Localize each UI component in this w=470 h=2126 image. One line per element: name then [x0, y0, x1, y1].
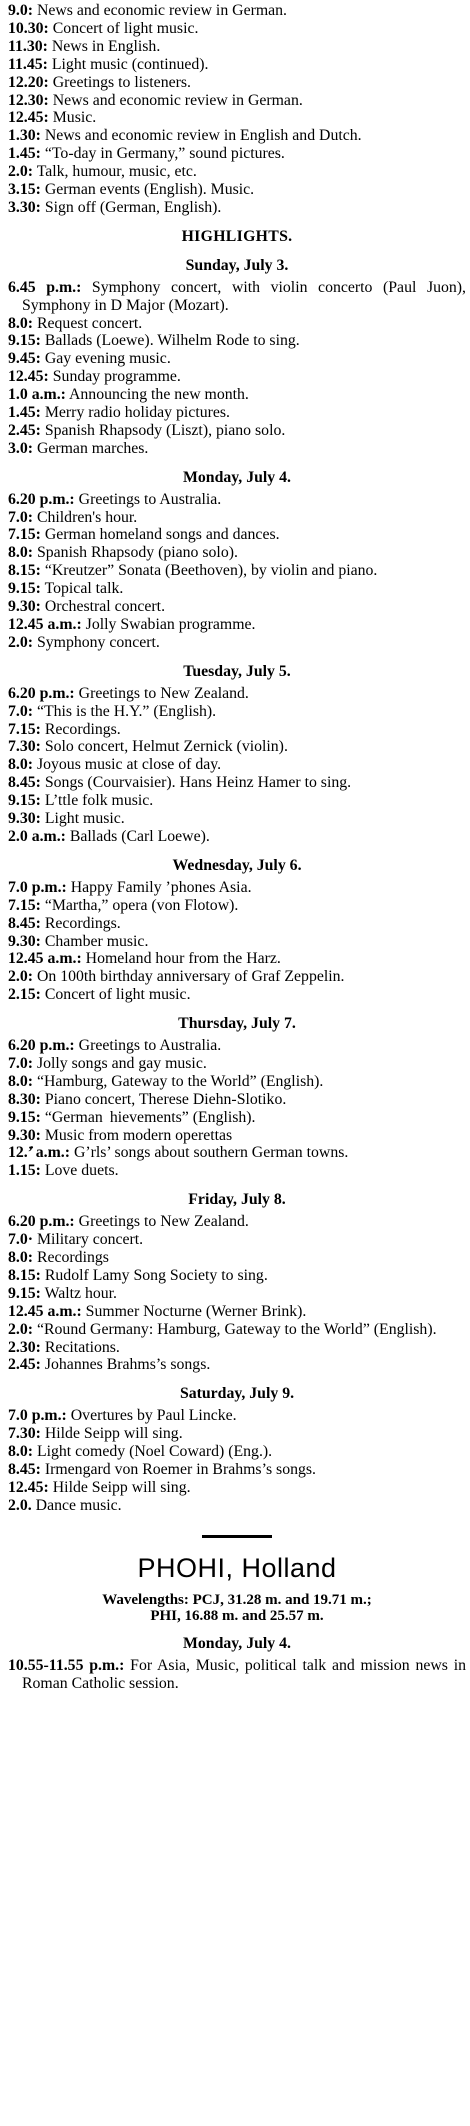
entry-description: Solo concert, Helmut Zernick (violin).	[44, 738, 288, 756]
entry-description: Orchestral concert.	[44, 598, 166, 616]
entry-description: L’ttle folk music.	[44, 792, 154, 810]
entry-description: Homeland hour from the Harz.	[85, 950, 281, 968]
entry-description: Light comedy (Noel Coward) (Eng.).	[36, 1443, 273, 1461]
entry-description: News and economic review in German.	[36, 2, 287, 19]
programme-entry	[8, 1425, 466, 1443]
entry-description: “This is the H.Y.” (English).	[36, 702, 217, 720]
programme-entry	[8, 279, 466, 315]
programme-entry	[8, 986, 466, 1004]
entry-time: 9.15:	[8, 332, 41, 350]
entry-time: 8.45:	[8, 774, 41, 792]
programme-entry	[8, 1144, 466, 1162]
entry-time: 1.45:	[8, 404, 41, 422]
entry-description: “German hievements” (English).	[44, 1108, 256, 1126]
entry-description: Dance music.	[35, 1496, 122, 1514]
entry-description: Piano concert, Therese Diehn-Slotiko.	[44, 1090, 287, 1108]
entry-time: 12.45:	[8, 1478, 49, 1496]
entry-time: 3.0:	[8, 439, 34, 457]
programme-entry	[8, 491, 466, 509]
entry-time: 10.55-11.55 p.m.:	[8, 1656, 125, 1674]
entry-time: 12.45:	[8, 368, 49, 386]
intro-schedule	[8, 2, 466, 217]
programme-entry	[8, 897, 466, 915]
programme-entry	[8, 1321, 466, 1339]
programme-entry	[8, 368, 466, 386]
entry-description: Ballads (Carl Loewe).	[69, 827, 210, 845]
entry-time: 12.20:	[8, 73, 49, 91]
entry-description: Light music.	[44, 810, 125, 828]
day-heading: Sunday, July 3.	[185, 256, 289, 274]
entry-time: 8.0:	[8, 1249, 34, 1266]
entry-time: 8.0:	[8, 756, 34, 774]
entry-time: 9.15:	[8, 580, 41, 598]
entry-time: 2.0:	[8, 1320, 34, 1338]
entry-description: Symphony concert.	[36, 633, 160, 651]
programme-entry	[8, 1443, 466, 1461]
programme-entry	[8, 350, 466, 368]
entry-description: Hilde Seipp will sing.	[52, 1478, 191, 1496]
programme-entry	[8, 1407, 466, 1425]
entry-description: “Round Germany: Hamburg, Gateway to the World” (English).	[36, 1320, 437, 1338]
entry-description: Announcing the new month.	[69, 386, 249, 404]
wavelengths-line-1: Wavelengths: PCJ, 31.28 m. and 19.71 m.;	[102, 1591, 372, 1608]
entry-time: 8.45:	[8, 1460, 41, 1478]
entry-time: 6.45 p.m.:	[8, 278, 82, 296]
programme-entry	[8, 774, 466, 792]
entry-description: Recordings.	[44, 914, 121, 932]
entry-description: G’rls’ songs about southern German towns.	[73, 1144, 349, 1162]
entry-time: 8.0:	[8, 544, 34, 562]
programme-entry	[8, 315, 466, 333]
entry-time: 12.45:	[8, 109, 49, 127]
programme-entry	[8, 968, 466, 986]
station-schedule	[8, 1657, 466, 1693]
entry-description: Happy Family ’phones Asia.	[70, 878, 252, 896]
programme-entry	[8, 562, 466, 580]
day-heading: Monday, July 4.	[183, 468, 291, 486]
entry-description: “Kreutzer” Sonata (Beethoven), by violin and piano.	[44, 562, 378, 580]
entry-time: 7.0·	[8, 1231, 34, 1249]
entry-time: 11.45:	[8, 55, 48, 73]
programme-entry	[8, 879, 466, 897]
entry-time: 2.0:	[8, 163, 34, 181]
entry-time: 6.20 p.m.:	[8, 490, 75, 508]
programme-entry	[8, 526, 466, 544]
entry-time: 2.45:	[8, 421, 41, 439]
programme-entry	[8, 38, 466, 56]
entry-description: Irmengard von Roemer in Brahms’s songs.	[44, 1460, 316, 1478]
entry-time: 8.15:	[8, 562, 41, 580]
entry-time: 7.0:	[8, 1054, 34, 1072]
entry-time: 2.0.	[8, 1496, 32, 1514]
programme-entry	[8, 634, 466, 652]
entry-description: German marches.	[36, 439, 149, 457]
entry-time: 8.0:	[8, 314, 34, 332]
entry-description: Jolly Swabian programme.	[85, 616, 256, 633]
entry-description: Summer Nocturne (Werner Brink).	[85, 1302, 307, 1320]
daily-highlights	[8, 257, 466, 1515]
entry-time: 9.15:	[8, 792, 41, 810]
programme-entry	[8, 1231, 466, 1249]
entry-time: 9.30:	[8, 1126, 41, 1144]
programme-entry	[8, 199, 466, 217]
entry-description: Greetings to New Zealand.	[78, 684, 249, 702]
entry-description: Joyous music at close of day.	[36, 756, 222, 774]
entry-time: 3.15:	[8, 181, 41, 199]
entry-time: 7.30:	[8, 1425, 41, 1443]
entry-description: “Hamburg, Gateway to the World” (English).	[36, 1072, 324, 1090]
entry-description: Military concert.	[36, 1231, 144, 1249]
day-heading: Saturday, July 9.	[179, 1385, 295, 1403]
programme-entry	[8, 1249, 466, 1267]
entry-time: 9.0:	[8, 2, 34, 19]
entry-description: Music from modern operettas	[44, 1126, 233, 1144]
programme-entry	[8, 440, 466, 458]
entry-time: 7.15:	[8, 720, 41, 738]
station-title: PHOHI, Holland	[137, 1552, 337, 1583]
programme-entry	[8, 1037, 466, 1055]
entry-time: 9.30:	[8, 598, 41, 616]
programme-entry	[8, 404, 466, 422]
entry-time: 12.45 a.m.:	[8, 1302, 82, 1320]
entry-description: Sunday programme.	[52, 368, 181, 386]
entry-description: Songs (Courvaisier). Hans Heinz Hamer to sing.	[44, 774, 352, 792]
entry-time: 1.15:	[8, 1162, 41, 1180]
programme-entry	[8, 163, 466, 181]
entry-description: Love duets.	[44, 1162, 119, 1180]
programme-entry	[8, 74, 466, 92]
entry-time: 2.0 a.m.:	[8, 827, 66, 845]
entry-description: Overtures by Paul Lincke.	[70, 1407, 237, 1425]
entry-description: Request concert.	[36, 314, 143, 332]
entry-time: 7.0 p.m.:	[8, 1407, 67, 1425]
day-heading: Wednesday, July 6.	[172, 856, 302, 874]
entry-time: 7.0:	[8, 508, 34, 526]
entry-time: 8.30:	[8, 1090, 41, 1108]
entry-description: Spanish Rhapsody (piano solo).	[36, 544, 238, 562]
programme-entry	[8, 1055, 466, 1073]
entry-description: Merry radio holiday pictures.	[44, 404, 230, 422]
entry-time: 12.’̇ a.m.:	[8, 1144, 70, 1162]
programme-entry	[8, 1356, 466, 1374]
entry-time: 8.0:	[8, 1443, 34, 1461]
programme-entry	[8, 1213, 466, 1231]
entry-description: Hilde Seipp will sing.	[44, 1425, 183, 1443]
programme-entry	[8, 332, 466, 350]
entry-description: On 100th birthday anniversary of Graf Zeppelin.	[36, 968, 345, 986]
programme-entry	[8, 598, 466, 616]
programme-entry	[8, 1091, 466, 1109]
entry-description: Symphony concert, with violin concerto (Paul Juon), Symphony in D Major (Mozart).	[22, 278, 466, 314]
programme-entry	[8, 1479, 466, 1497]
programme-entry	[8, 685, 466, 703]
entry-time: 10.30:	[8, 19, 49, 37]
entry-description: Recordings	[36, 1249, 109, 1266]
programme-entry	[8, 1267, 466, 1285]
entry-description: Children's hour.	[36, 508, 138, 526]
programme-entry	[8, 950, 466, 968]
entry-time: 8.0:	[8, 1072, 34, 1090]
programme-entry	[8, 20, 466, 38]
programme-entry	[8, 56, 466, 74]
entry-description: Waltz hour.	[44, 1284, 118, 1302]
programme-entry	[8, 2, 466, 20]
entry-time: 12.45 a.m.:	[8, 616, 82, 633]
entry-description: “To-day in Germany,” sound pictures.	[44, 145, 285, 163]
entry-time: 1.0 a.m.:	[8, 386, 66, 404]
programme-entry	[8, 810, 466, 828]
entry-description: News and economic review in English and Dutch.	[44, 127, 362, 145]
entry-time: 8.15:	[8, 1266, 41, 1284]
entry-description: News in English.	[51, 37, 161, 55]
entry-description: Recitations.	[44, 1338, 120, 1356]
highlights-heading: HIGHLIGHTS.	[181, 227, 293, 245]
entry-description: Greetings to New Zealand.	[78, 1213, 249, 1231]
entry-description: Music.	[52, 109, 97, 127]
entry-time: 11.30:	[8, 37, 48, 55]
programme-entry	[8, 509, 466, 527]
entry-time: 9.30:	[8, 932, 41, 950]
programme-entry	[8, 145, 466, 163]
station-day-heading: Monday, July 4.	[183, 1634, 291, 1652]
programme-entry	[8, 1339, 466, 1357]
entry-time: 6.20 p.m.:	[8, 684, 75, 702]
programme-entry	[8, 386, 466, 404]
programme-entry	[8, 1497, 466, 1515]
entry-description: Concert of light music.	[52, 19, 199, 37]
entry-time: 2.30:	[8, 1338, 41, 1356]
wavelengths-line-2: PHI, 16.88 m. and 25.57 m.	[150, 1607, 324, 1624]
entry-description: Concert of light music.	[44, 986, 191, 1004]
entry-description: Greetings to listeners.	[52, 73, 191, 91]
programme-entry	[8, 422, 466, 440]
entry-description: Light music (continued).	[51, 55, 209, 73]
entry-description: German events (English). Music.	[44, 181, 255, 199]
programme-entry	[8, 544, 466, 562]
programme-entry	[8, 721, 466, 739]
entry-time: 2.45:	[8, 1356, 41, 1374]
programme-entry	[8, 915, 466, 933]
entry-time: 9.15:	[8, 1108, 41, 1126]
entry-time: 2.0:	[8, 633, 34, 651]
entry-description: For Asia, Music, political talk and mission news in Roman Catholic session.	[22, 1656, 467, 1692]
entry-time: 2.0:	[8, 968, 34, 986]
entry-description: Jolly songs and gay music.	[36, 1054, 207, 1072]
programme-entry	[8, 1162, 466, 1180]
entry-description: Talk, humour, music, etc.	[36, 163, 197, 181]
entry-description: Recordings.	[44, 720, 121, 738]
entry-description: Sign off (German, English).	[44, 198, 222, 216]
programme-entry	[8, 703, 466, 721]
programme-entry	[8, 109, 466, 127]
programme-entry	[8, 1285, 466, 1303]
entry-time: 2.15:	[8, 986, 41, 1004]
entry-time: 6.20 p.m.:	[8, 1213, 75, 1231]
entry-description: German homeland songs and dances.	[44, 526, 280, 544]
entry-time: 1.45:	[8, 145, 41, 163]
entry-description: Chamber music.	[44, 932, 149, 950]
day-heading: Tuesday, July 5.	[183, 662, 291, 680]
programme-entry	[8, 1073, 466, 1091]
programme-entry	[8, 933, 466, 951]
entry-time: 9.30:	[8, 810, 41, 828]
programme-entry	[8, 1127, 466, 1145]
programme-entry	[8, 580, 466, 598]
entry-description: Gay evening music.	[44, 350, 171, 368]
programme-entry	[8, 792, 466, 810]
programme-entry	[8, 127, 466, 145]
entry-time: 12.30:	[8, 91, 49, 109]
entry-time: 6.20 p.m.:	[8, 1037, 75, 1055]
programme-entry	[8, 1461, 466, 1479]
programme-entry	[8, 92, 466, 110]
entry-description: Johannes Brahms’s songs.	[44, 1356, 211, 1374]
entry-description: Ballads (Loewe). Wilhelm Rode to sing.	[44, 332, 300, 350]
entry-description: News and economic review in German.	[52, 91, 303, 109]
entry-description: Topical talk.	[44, 580, 124, 598]
entry-time: 7.15:	[8, 896, 41, 914]
entry-time: 1.30:	[8, 127, 41, 145]
entry-time: 7.30:	[8, 738, 41, 756]
entry-time: 12.45 a.m.:	[8, 950, 82, 968]
entry-time: 9.15:	[8, 1284, 41, 1302]
programme-entry	[8, 1109, 466, 1127]
programme-entry	[8, 616, 466, 634]
entry-description: Rudolf Lamy Song Society to sing.	[44, 1266, 268, 1284]
day-heading: Thursday, July 7.	[178, 1015, 296, 1033]
entry-time: 7.0:	[8, 702, 34, 720]
entry-description: Greetings to Australia.	[78, 1037, 222, 1055]
programme-entry	[8, 828, 466, 846]
programme-entry	[8, 738, 466, 756]
entry-time: 8.45:	[8, 914, 41, 932]
programme-entry	[8, 181, 466, 199]
entry-time: 9.45:	[8, 350, 41, 368]
day-heading: Friday, July 8.	[188, 1191, 286, 1209]
section-divider	[202, 1535, 272, 1538]
programme-entry	[8, 756, 466, 774]
entry-description: Spanish Rhapsody (Liszt), piano solo.	[44, 421, 286, 439]
entry-time: 7.15:	[8, 526, 41, 544]
entry-description: “Martha,” opera (von Flotow).	[44, 896, 239, 914]
entry-time: 7.0 p.m.:	[8, 878, 67, 896]
entry-description: Greetings to Australia.	[78, 490, 222, 508]
programme-entry	[8, 1657, 466, 1693]
programme-entry	[8, 1303, 466, 1321]
entry-time: 3.30:	[8, 198, 41, 216]
